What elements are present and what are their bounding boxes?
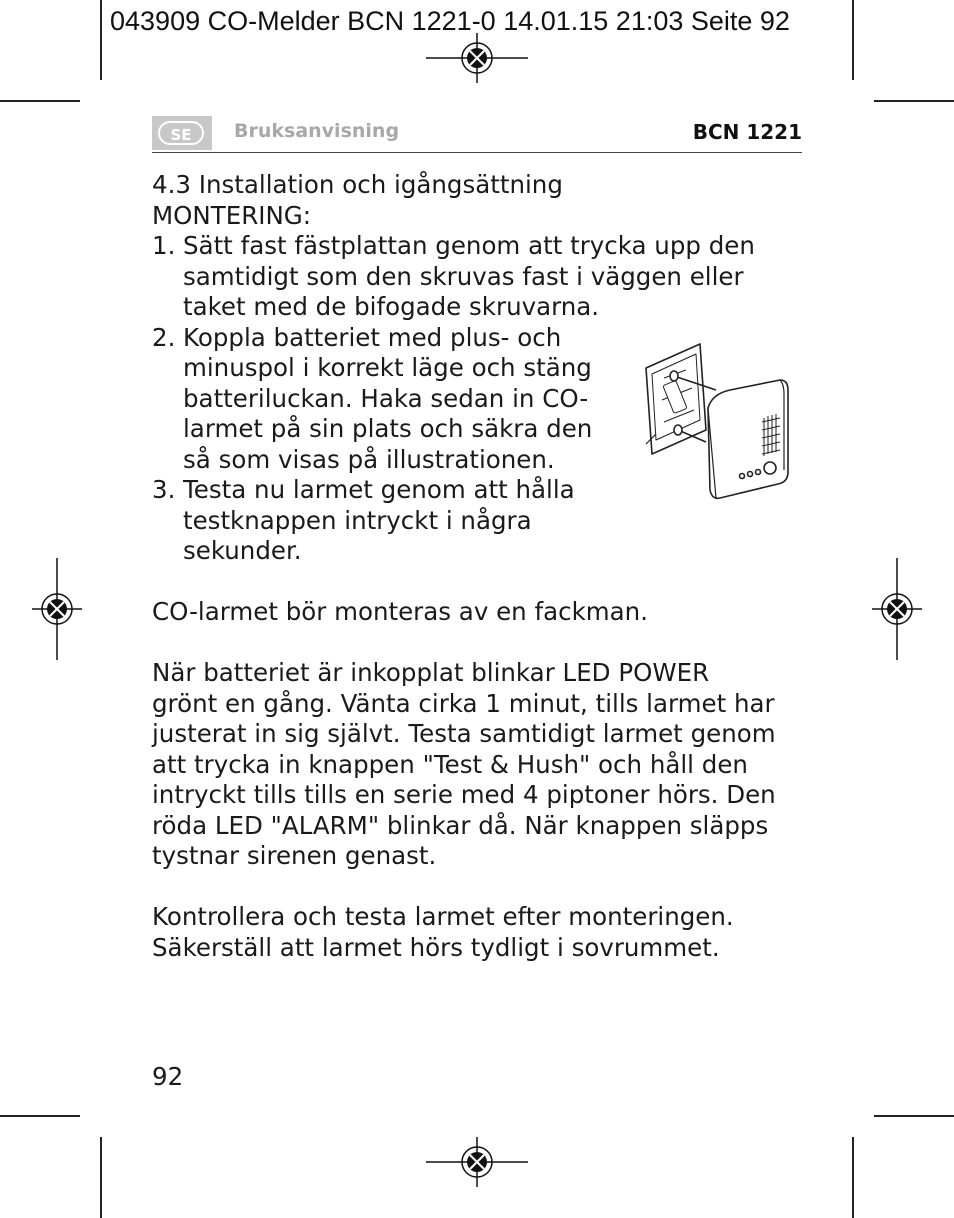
co-detector-mounting-illustration-icon [634, 338, 794, 508]
language-tab [152, 116, 212, 150]
list-item [152, 231, 812, 323]
document-type: Bruksanvisning [234, 120, 400, 142]
registration-mark-icon [426, 33, 528, 83]
text-line: CO-larmet bör monteras av en fackman. [152, 597, 648, 626]
crop-mark [100, 1137, 102, 1218]
paragraph [152, 902, 812, 963]
text-line: så som visas på illustrationen. [183, 444, 555, 474]
text-line: röda LED "ALARM" blinkar då. När knappen släpps [152, 810, 769, 840]
crop-mark [874, 1115, 954, 1117]
crop-mark [852, 0, 854, 80]
paragraph [152, 597, 812, 628]
text-line: sekunder. [183, 536, 302, 565]
crop-mark [0, 100, 80, 102]
crop-mark [100, 0, 102, 80]
text-line: batteriluckan. Haka sedan in CO- [183, 383, 589, 413]
text-line: taket med de bifogade skruvarna. [183, 292, 600, 321]
text-line: larmet på sin plats och säkra den [183, 414, 593, 443]
text-line: Säkerställ att larmet hörs tydligt i sovrummet. [152, 932, 720, 962]
text-line: minuspol i korrekt läge och stäng [183, 353, 592, 382]
text-line: justerat in sig självt. Testa samtidigt larmet genom [152, 719, 776, 748]
text-line: att trycka in knappen "Test & Hush" och håll den [152, 749, 748, 779]
text-line: Kontrollera och testa larmet efter monteringen. [152, 902, 734, 931]
step-number: 1. [152, 231, 176, 260]
crop-mark [0, 1115, 80, 1117]
text-line: Koppla batteriet med plus- och [183, 322, 562, 352]
crop-mark [874, 100, 954, 102]
registration-mark-icon [32, 558, 82, 660]
text-line: testknappen intryckt i några [183, 505, 532, 535]
page-number: 92 [152, 1062, 184, 1091]
step-number: 3. [152, 475, 176, 504]
section-heading: 4.3 Installation och igångsättning [152, 170, 563, 199]
text-line: grönt en gång. Vänta cirka 1 minut, tills larmet har [152, 688, 775, 718]
registration-mark-icon [426, 1137, 528, 1187]
text-line: Testa nu larmet genom att hålla [183, 475, 575, 504]
text-line: Sätt fast fästplattan genom att trycka upp den [183, 231, 755, 260]
section-subheading: MONTERING: [152, 200, 312, 230]
step-number: 2. [152, 322, 176, 352]
text-line: samtidigt som den skruvas fast i väggen eller [183, 261, 744, 291]
print-slug: 043909 CO-Melder BCN 1221-0 14.01.15 21:03 Seite 92 [110, 6, 790, 36]
page-header [152, 114, 802, 153]
text-line: När batteriet är inkopplat blinkar LED POWER [152, 658, 710, 687]
paragraph [152, 658, 812, 872]
registration-mark-icon [872, 558, 922, 660]
model-name: BCN 1221 [692, 120, 802, 144]
text-line: intryckt tills tills en serie med 4 piptoner hörs. Den [152, 780, 776, 809]
crop-mark [852, 1137, 854, 1218]
text-line: tystnar sirenen genast. [152, 841, 437, 870]
language-badge: SE [158, 121, 204, 145]
main-content [152, 170, 812, 963]
